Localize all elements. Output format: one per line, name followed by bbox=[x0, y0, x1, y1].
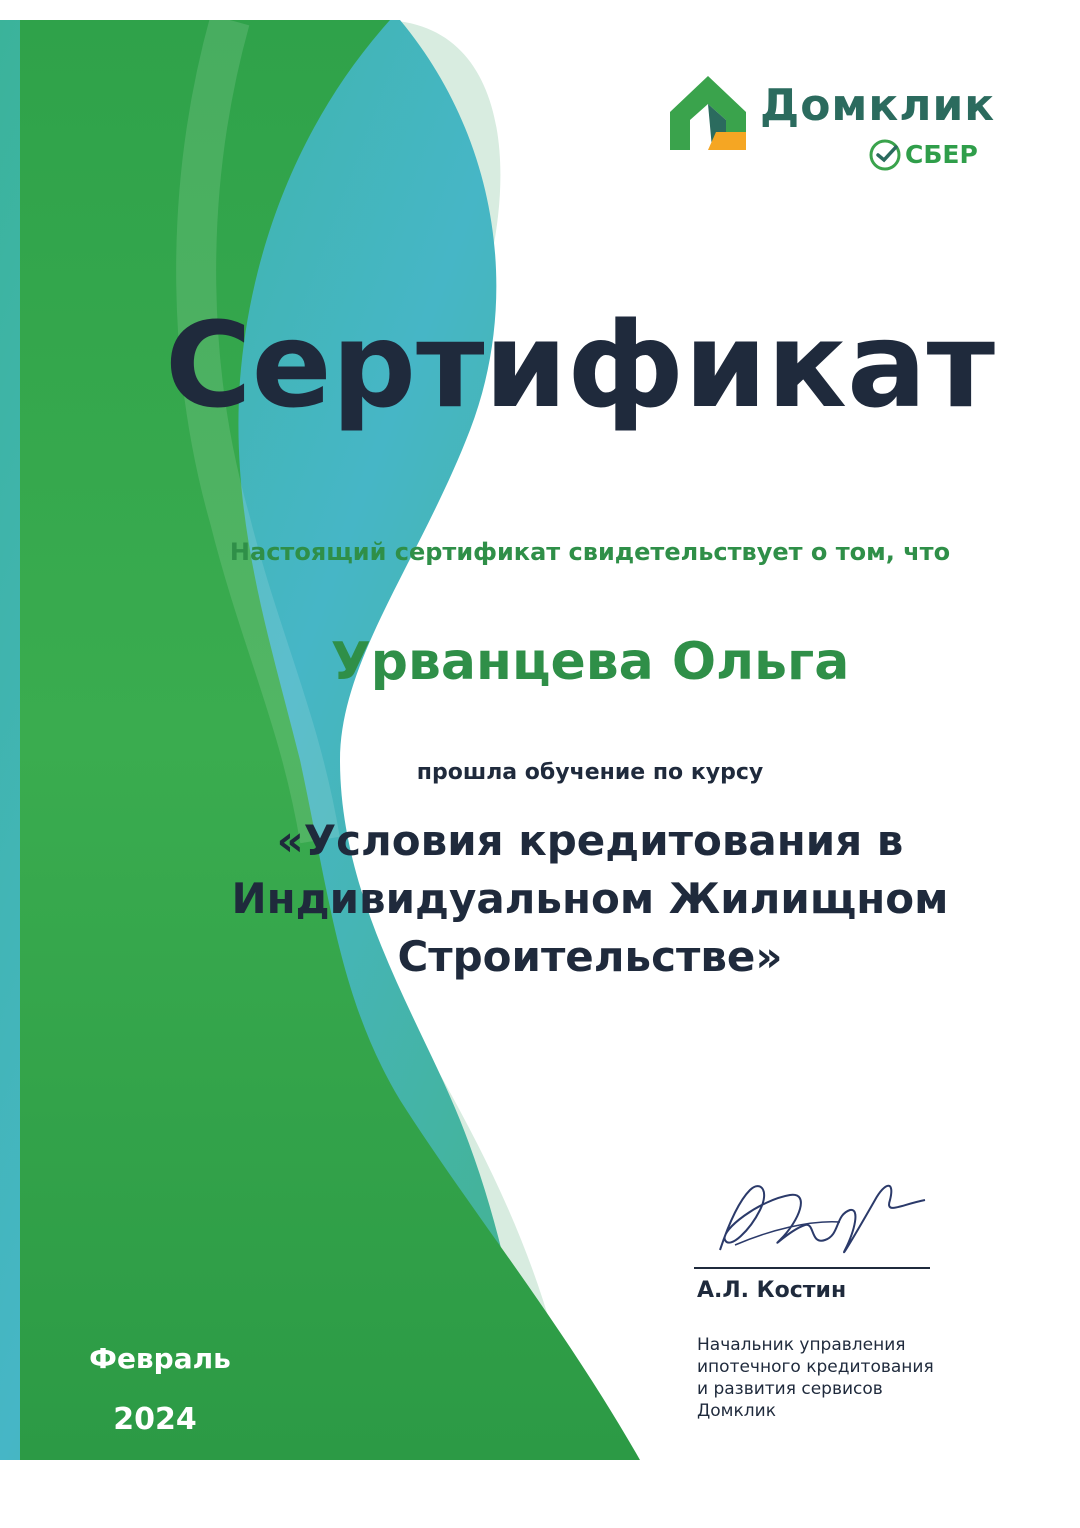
position-line-3: и развития сервисов bbox=[697, 1379, 883, 1399]
signature-line bbox=[694, 1267, 930, 1269]
certificate-statement: Настоящий сертификат свидетельствует о том, что bbox=[229, 538, 951, 566]
signatory-position bbox=[697, 1334, 997, 1422]
course-title bbox=[150, 812, 1030, 986]
completed-text: прошла обучение по курсу bbox=[416, 760, 764, 785]
signature-image bbox=[700, 1160, 940, 1270]
certificate-title: Сертификат bbox=[164, 296, 996, 434]
position-line-4: Домклик bbox=[697, 1401, 776, 1421]
issue-month: Февраль bbox=[89, 1342, 231, 1375]
position-line-1: Начальник управления bbox=[697, 1335, 906, 1355]
brand-name: Домклик bbox=[760, 80, 996, 131]
recipient-name: Урванцева Ольга bbox=[330, 632, 850, 692]
signatory-name: А.Л. Костин bbox=[697, 1278, 847, 1303]
sber-check-icon bbox=[868, 138, 902, 172]
issue-year: 2024 bbox=[113, 1402, 197, 1437]
position-line-2: ипотечного кредитования bbox=[697, 1357, 934, 1377]
course-line-2: Индивидуальном Жилищном bbox=[231, 874, 949, 923]
course-line-1: «Условия кредитования в bbox=[276, 816, 904, 865]
partner-name: СБЕР bbox=[905, 140, 978, 169]
course-line-3: Строительстве» bbox=[397, 932, 783, 981]
